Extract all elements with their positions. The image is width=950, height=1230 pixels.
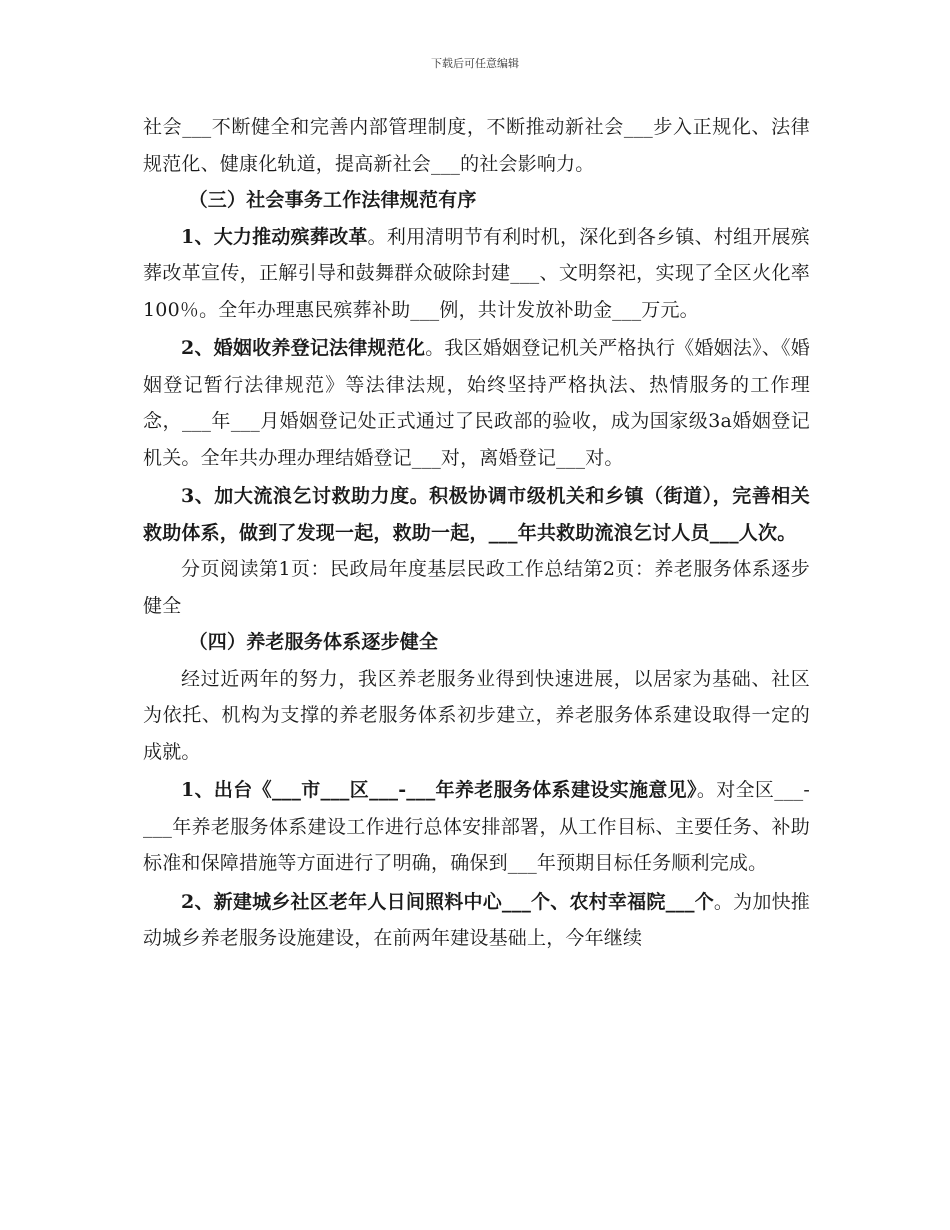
document-body bbox=[143, 109, 810, 957]
section-heading-3 bbox=[143, 182, 810, 219]
paragraph-text: 。利用清明节有利时机，深化到各乡镇、村组开展殡葬改革宣传，正解引导和鼓舞群众破除封建___、文明祭祀，实现了全区火化率100％。全年办理惠民殡葬补助___例，共计发放补助金___万元。 bbox=[143, 225, 810, 321]
page-header: 下载后可任意编辑 bbox=[431, 57, 519, 70]
paragraph-funeral-reform bbox=[143, 219, 810, 329]
paragraph-text: 。对全区___-___年养老服务体系建设工作进行总体安排部署，从工作目标、主要任务、补助标准和保障措施等方面进行了明确，确保到___年预期目标任务顺利完成。 bbox=[143, 779, 810, 874]
paragraph-marriage-registration bbox=[143, 330, 810, 476]
section-heading-text: （三）社会事务工作法律规范有序 bbox=[188, 189, 477, 211]
item-title: 1、大力推动殡葬改革 bbox=[181, 225, 368, 248]
item-title: 2、婚姻收养登记法律规范化 bbox=[181, 337, 426, 359]
paragraph-text: 分页阅读第1页：民政局年度基层民政工作总结第2页：养老服务体系逐步健全 bbox=[143, 558, 810, 617]
paragraph-daycare-centers bbox=[143, 884, 810, 957]
item-title: 2、新建城乡社区老年人日间照料中心___个、农村幸福院___个 bbox=[181, 890, 714, 913]
paragraph-intro bbox=[143, 109, 810, 182]
paragraph-text: 经过近两年的努力，我区养老服务业得到快速进展，以居家为基础、社区为依托、机构为支撑的养老服务体系初步建立，养老服务体系建设取得一定的成就。 bbox=[143, 667, 810, 763]
paragraph-elderly-care-overview bbox=[143, 661, 810, 771]
item-title: 3、加大流浪乞讨救助力度。积极协调市级机关和乡镇（街道），完善相关救助体系，做到了发现一起，救助一起，___年共救助流浪乞讨人员___人次。 bbox=[143, 485, 810, 544]
section-heading-4 bbox=[143, 624, 810, 661]
paragraph-text: 。为加快推动城乡养老服务设施建设，在前两年建设基础上，今年继续 bbox=[143, 890, 810, 949]
section-heading-text: （四）养老服务体系逐步健全 bbox=[188, 631, 439, 653]
paragraph-page-note bbox=[143, 551, 810, 624]
paragraph-vagrant-relief bbox=[143, 478, 810, 551]
paragraph-text: 。我区婚姻登记机关严格执行《婚姻法》、《婚姻登记暂行法律规范》等法律法规，始终坚持严格执法、热情服务的工作理念，___年___月婚姻登记处正式通过了民政部的验收，成为国家级3a婚姻登记机关。全年共办理办理结婚登记___对，离婚登记___对。 bbox=[143, 337, 810, 469]
paragraph-text: 社会___不断健全和完善内部管理制度，不断推动新社会___步入正规化、法律规范化、健康化轨道，提高新社会___的社会影响力。 bbox=[143, 116, 810, 175]
paragraph-implementation-opinion bbox=[143, 772, 810, 882]
item-title: 1、出台《___市___区___-___年养老服务体系建设实施意见》 bbox=[181, 779, 697, 801]
